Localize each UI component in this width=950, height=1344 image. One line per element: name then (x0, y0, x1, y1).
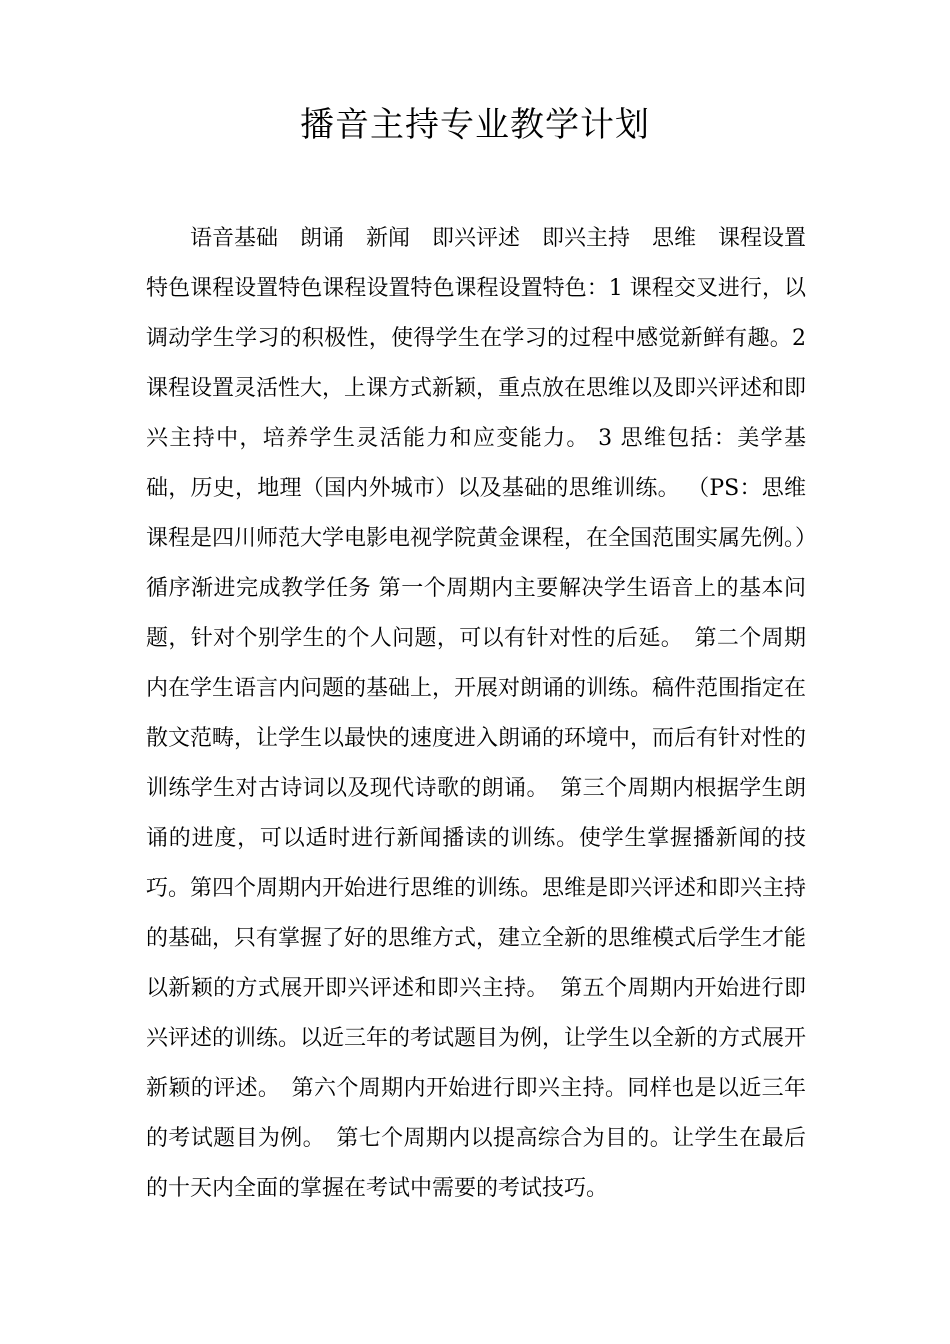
document-title: 播音主持专业教学计划 (300, 105, 650, 145)
document-body-paragraph: 语音基础 朗诵 新闻 即兴评述 即兴主持 思维 课程设置特色课程设置特色课程设置特色课程设置特色：1 课程交叉进行，以调动学生学习的积极性，使得学生在学习的过程中感觉新鲜有趣。2 课程设置灵活性大，上课方式新颖，重点放在思维以及即兴评述和即兴主持中，培养学生灵活能力和应变能力。 3 思维包括：美学基础，历史，地理（国内外城市）以及基础的思维训练。 （PS：思维课程是四川师范大学电影电视学院黄金课程，在全国范围实属先例。）循序渐进完成教学任务 第一个周期内主要解决学生语音上的基本问题，针对个别学生的个人问题，可以有针对性的后延。 第二个周期内在学生语言内问题的基础上，开展对朗诵的训练。稿件范围指定在散文范畴，让学生以最快的速度进入朗诵的环境中，而后有针对性的训练学生对古诗词以及现代诗歌的朗诵。 第三个周期内根据学生朗诵的进度，可以适时进行新闻播读的训练。使学生掌握播新闻的技巧。第四个周期内开始进行思维的训练。思维是即兴评述和即兴主持的基础，只有掌握了好的思维方式，建立全新的思维模式后学生才能以新颖的方式展开即兴评述和即兴主持。 第五个周期内开始进行即兴评述的训练。以近三年的考试题目为例，让学生以全新的方式展开新颖的评述。 第六个周期内开始进行即兴主持。同样也是以近三年的考试题目为例。 第七个周期内以提高综合为目的。让学生在最后的十天内全面的掌握在考试中需要的考试技巧。 (146, 226, 807, 1201)
